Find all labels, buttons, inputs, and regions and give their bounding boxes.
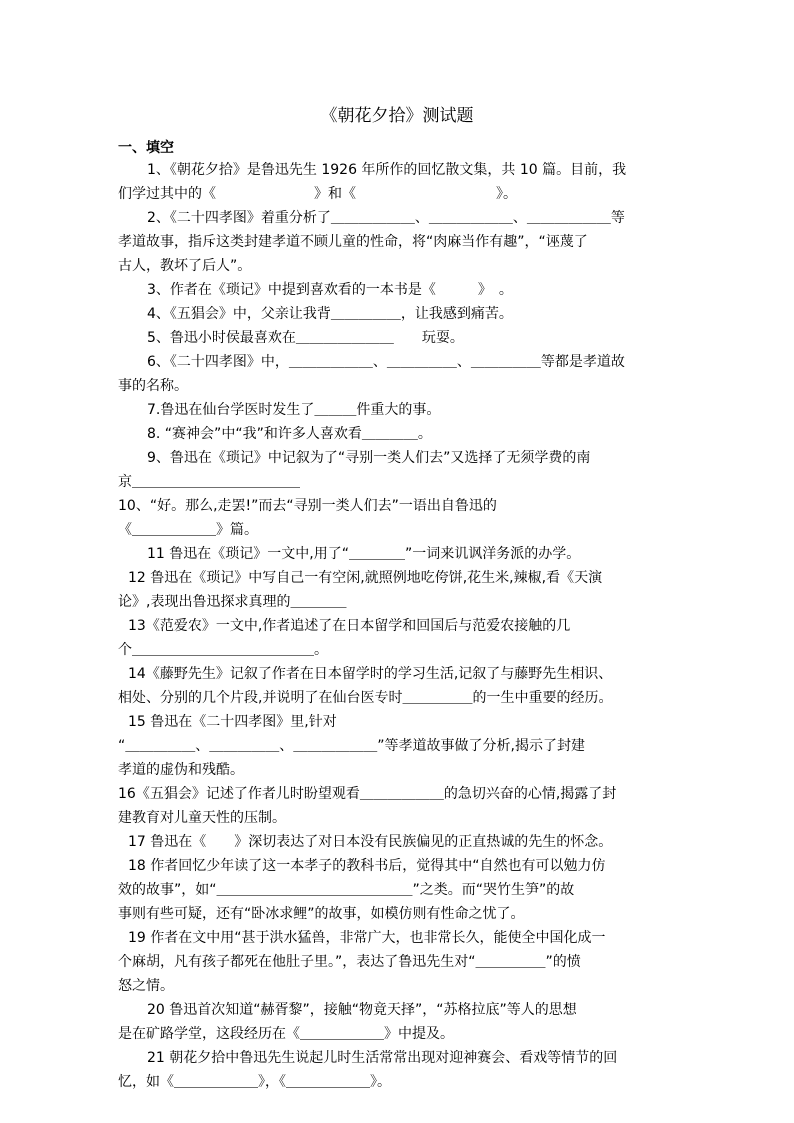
text-line: 《＿＿＿＿＿＿》篇。: [118, 522, 258, 538]
text-line: 14《藤野先生》记叙了作者在日本留学时的学习生活,记叙了与藤野先生相识、: [128, 666, 613, 682]
text-line: 效的故事”，如“＿＿＿＿＿＿＿＿＿＿＿＿＿＿”之类。而“哭竹生笋”的故: [118, 882, 575, 898]
text-line: 13《范爱农》一文中,作者追述了在日本留学和回国后与范爱农接触的几: [128, 618, 571, 634]
text-line: 16《五猖会》记述了作者儿时盼望观看＿＿＿＿＿＿的急切兴奋的心情,揭露了封: [118, 786, 617, 802]
text-line: 19 作者在文中用“甚于洪水猛兽，非常广大，也非常长久，能使全中国化成一: [128, 930, 606, 946]
text-line: 5、鲁迅小时侯最喜欢在＿＿＿＿＿＿＿ 玩耍。: [147, 330, 464, 346]
text-line: 个＿＿＿＿＿＿＿＿＿＿＿＿＿。: [118, 642, 328, 658]
text-line: 4、《五猖会》中，父亲让我背＿＿＿＿＿，让我感到痛苦。: [147, 306, 513, 322]
text-line: 6、《二十四孝图》中，＿＿＿＿＿＿、＿＿＿＿＿、＿＿＿＿＿等都是孝道故: [147, 354, 625, 370]
text-line: 2、《二十四孝图》着重分析了＿＿＿＿＿＿、＿＿＿＿＿＿、＿＿＿＿＿＿等: [147, 210, 625, 226]
text-line: 是在矿路学堂，这段经历在《＿＿＿＿＿＿》中提及。: [118, 1026, 454, 1042]
text-line: 论》,表现出鲁迅探求真理的＿＿＿＿: [118, 594, 347, 610]
text-line: 京＿＿＿＿＿＿＿＿＿＿＿＿: [118, 474, 300, 490]
text-line: 忆，如《＿＿＿＿＿＿》，《＿＿＿＿＿＿》。: [118, 1074, 391, 1090]
text-line: 事则有些可疑，还有“卧冰求鲤”的故事，如模仿则有性命之忧了。: [118, 906, 525, 922]
text-line: 12 鲁迅在《琐记》中写自己一有空闲,就照例地吃侉饼,花生米,辣椒,看《天演: [128, 570, 603, 586]
text-line: 1、《朝花夕拾》是鲁迅先生 1926 年所作的回忆散文集，共 10 篇。目前，我: [147, 162, 627, 178]
section-heading: 一、填空: [118, 140, 174, 156]
text-line: 11 鲁迅在《琐记》一文中,用了“＿＿＿＿”一词来讥讽洋务派的办学。: [147, 546, 581, 562]
text-line: 3、作者在《琐记》中提到喜欢看的一本书是《 》 。: [147, 282, 513, 298]
text-line: 个麻胡，凡有孩子都死在他肚子里。”，表达了鲁迅先生对“＿＿＿＿＿”的愤: [118, 954, 581, 970]
text-line: 18 作者回忆少年读了这一本孝子的教科书后，觉得其中“自然也有可以勉力仿: [128, 858, 606, 874]
text-line: “＿＿＿＿＿、＿＿＿＿＿、＿＿＿＿＿＿”等孝道故事做了分析,揭示了封建: [118, 738, 585, 754]
text-line: 15 鲁迅在《二十四孝图》里,针对: [128, 714, 337, 730]
text-line: 事的名称。: [118, 378, 188, 394]
text-line: 建教育对儿童天性的压制。: [118, 810, 286, 826]
text-line: 怒之情。: [118, 978, 174, 994]
text-line: 相处、分别的几个片段,并说明了在仙台医专时＿＿＿＿＿的一生中重要的经历。: [118, 690, 613, 706]
text-line: 20 鲁迅首次知道“赫胥黎”，接触“物竟天择”，“苏格拉底”等人的思想: [147, 1002, 577, 1018]
text-line: 9、鲁迅在《琐记》中记叙为了“寻别一类人们去”又选择了无须学费的南: [147, 450, 591, 466]
document-title: 《朝花夕拾》测试题: [320, 106, 474, 126]
text-line: 们学过其中的《 》和《 》。: [118, 186, 517, 202]
text-line: 10、“好。那么,走罢!”而去“寻别一类人们去”一语出自鲁迅的: [118, 498, 497, 514]
text-line: 17 鲁迅在《 》深切表达了对日本没有民族偏见的正直热诚的先生的怀念。: [128, 834, 613, 850]
text-line: 8. “赛神会”中“我”和许多人喜欢看＿＿＿＿。: [147, 426, 432, 442]
text-line: 21 朝花夕拾中鲁迅先生说起儿时生活常常出现对迎神赛会、看戏等情节的回: [147, 1050, 618, 1066]
text-line: 古人，教坏了后人”。: [118, 258, 252, 274]
text-line: 7.鲁迅在仙台学医时发生了＿＿＿件重大的事。: [147, 402, 441, 418]
text-line: 孝道的虚伪和残酷。: [118, 762, 244, 778]
text-line: 孝道故事，指斥这类封建孝道不顾儿童的性命，将“肉麻当作有趣”，“诬蔑了: [118, 234, 588, 250]
